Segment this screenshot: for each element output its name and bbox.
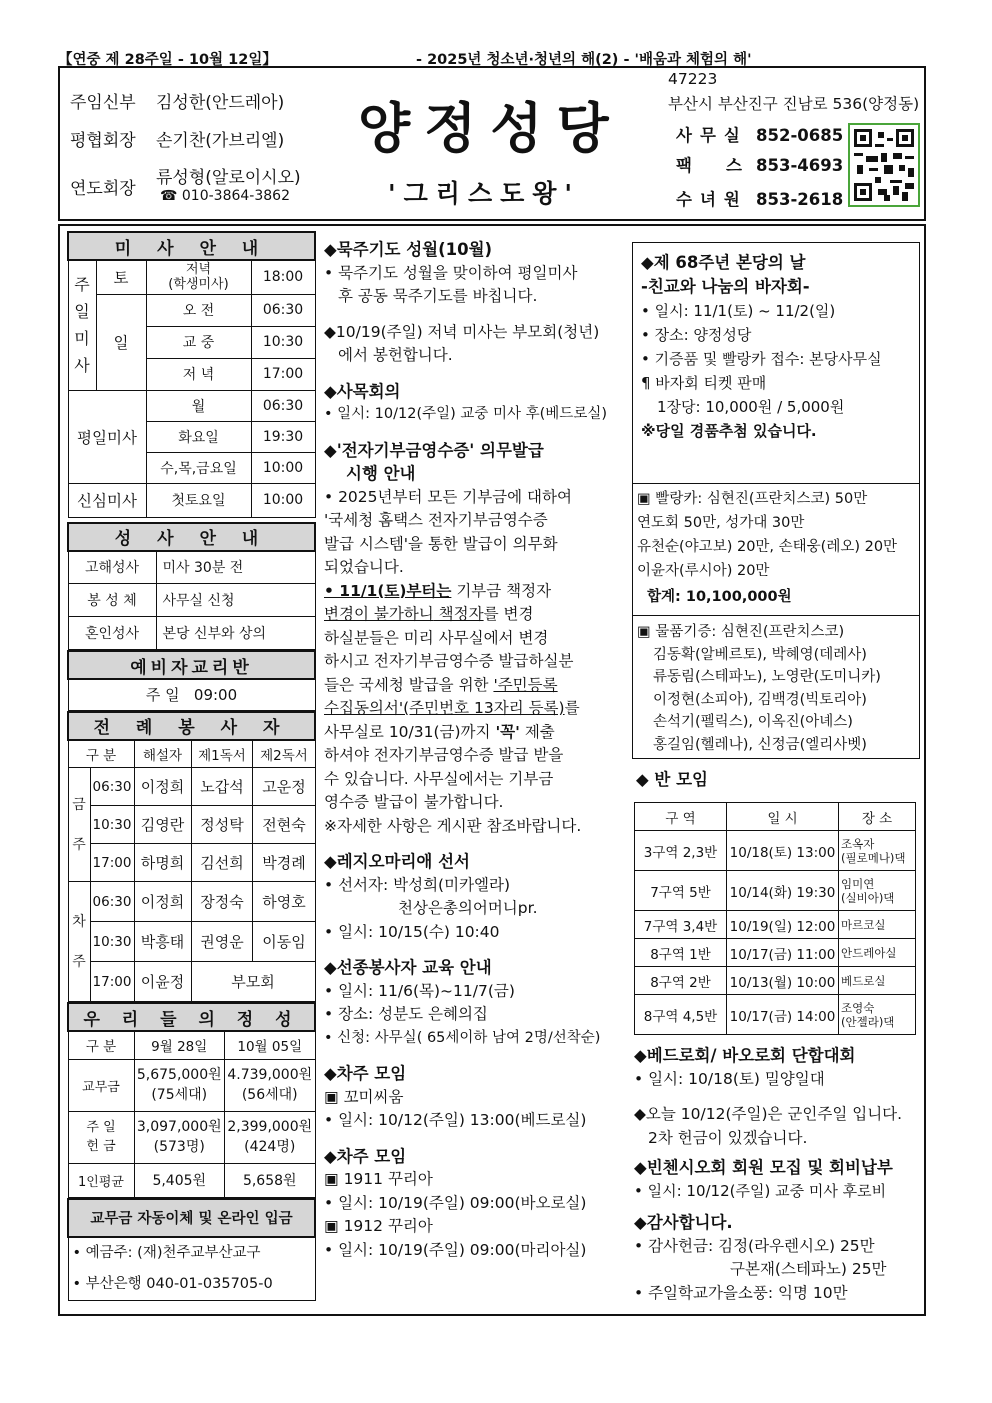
goods-text: 이정현(소피아), 김백경(빅토리아)	[653, 691, 867, 708]
offering-dues-label: 교무금	[68, 1059, 134, 1111]
sacrament-confession: 고해성사	[68, 551, 156, 584]
server-name: 김영란	[134, 806, 191, 844]
offering-dues-2: 4.739,000원 (56세대)	[225, 1059, 316, 1111]
thanks-text: • 주일학교가을소풍: 익명 10만	[634, 1283, 848, 1302]
ban-header-place: 장 소	[839, 803, 916, 831]
receipt-text: 들은 국세청 발급을 위한 '주민등록	[324, 675, 558, 694]
sat-evening: 저녁 (학생미사)	[146, 260, 251, 294]
ban-heading-wrap	[636, 768, 921, 792]
sacrament-marriage-value: 본당 신부와 상의	[156, 617, 315, 650]
sacrament-marriage: 혼인성사	[68, 617, 156, 650]
receipt-heading: ◆'전자기부금영수증' 의무발급	[324, 440, 544, 460]
sacrament-confession-value: 미사 30분 전	[156, 551, 315, 584]
server-name: 이윤정	[134, 962, 191, 1002]
peter-text: • 일시: 10/18(토) 밀양일대	[634, 1069, 825, 1088]
server-name: 정성탁	[191, 806, 253, 844]
anniversary-text: 1장당: 10,000원 / 5,000원	[657, 398, 845, 416]
address: 부산시 부산진구 진남로 536(양정동)	[668, 95, 920, 113]
receipt-text: ※자세한 사항은 게시판 참조바랍니다.	[324, 816, 582, 835]
receipt-text: 발급 시스템'을 통한 발급이 의무화	[324, 534, 558, 553]
goods-text: 김동확(알베르토), 박혜영(데레사)	[653, 646, 867, 663]
sun-noon: 교 중	[146, 326, 251, 358]
dying-text: • 신청: 사무실( 65세이하 남여 2명/선착순)	[324, 1029, 601, 1046]
devotion-mass-label: 신심미사	[68, 483, 146, 517]
palanca-text: 연도회 50만, 성가대 30만	[637, 515, 805, 531]
ban-zone: 7구역 5반	[635, 871, 727, 911]
legio-text: 천상은총의어머니pr.	[398, 899, 538, 917]
catechumen-title: 예비자교리반	[68, 651, 315, 679]
receipt-text: 영수증 발급이 불가합니다.	[324, 793, 504, 811]
army-text: ◆오늘 10/12(주일)은 군인주일 입니다.	[634, 1105, 903, 1123]
parents-text: 에서 봉헌합니다.	[338, 346, 453, 364]
top-line	[58, 48, 926, 66]
palanca-text: 유천순(야고보) 20만, 손태웅(레오) 20만	[637, 539, 898, 555]
receipt-text: 하셔야 전자기부금영수증 발급 받을	[324, 746, 564, 764]
sun-label: 일	[96, 294, 146, 390]
anniversary-text: ¶ 바자회 티켓 판매	[641, 374, 767, 392]
next-week-label: 차 주	[68, 882, 90, 1002]
server-name: 박경례	[253, 844, 315, 882]
palanca-text: 이윤자(루시아) 20만	[637, 563, 770, 579]
ban-table-wrap	[634, 802, 916, 1035]
offering-sunday-2: 2,399,000원 (424명)	[225, 1111, 316, 1163]
sacrament-table	[67, 522, 316, 651]
offering-header-div: 구 분	[68, 1031, 134, 1059]
rosary-heading: ◆묵주기도 성월(10월)	[324, 240, 493, 259]
receipt-heading: 시행 안내	[346, 464, 416, 483]
council-row: 평협회장 손기찬(가브리엘)	[70, 131, 285, 151]
year-name: 류성형(알로이시오)	[156, 168, 301, 188]
next-meeting-text: • 일시: 10/19(주일) 09:00(마리아실)	[324, 1240, 587, 1259]
rosary-text: 후 공동 묵주기도를 바칩니다.	[338, 287, 538, 305]
next-meeting-text: ▣ 1912 꾸리아	[324, 1217, 433, 1235]
ban-heading: ◆ 반 모임	[636, 770, 708, 789]
vincent-heading: ◆빈첸시오회 회원 모집 및 회비납부	[634, 1158, 893, 1177]
server-name: 하영호	[253, 882, 315, 922]
catechumen-table	[67, 650, 316, 711]
rosary-text: • 묵주기도 성월을 맞이하여 평일미사	[324, 263, 578, 282]
divider	[633, 483, 919, 484]
offering-avg-label: 1인평균	[68, 1163, 134, 1197]
receipt-text: • 2025년부터 모든 기부금에 대하여	[324, 487, 572, 506]
transfer-title: 교무금 자동이체 및 온라인 입금	[68, 1199, 315, 1237]
servers-header-reading2: 제2독서	[253, 740, 315, 768]
server-time: 06:30	[90, 882, 134, 922]
army-text: 2차 헌금이 있겠습니다.	[648, 1128, 808, 1147]
server-name: 권영운	[191, 922, 253, 962]
offering-header-date1: 9월 28일	[134, 1031, 225, 1059]
server-name: 장정숙	[191, 882, 253, 922]
offering-sunday-label: 주 일 헌 금	[68, 1111, 134, 1163]
receipt-text: 하시고 전자기부금영수증 발급하실분	[324, 652, 574, 670]
office-phone: 사무실 852-0685	[676, 126, 844, 145]
receipt-text: 사무실로 10/31(금)까지 '꼭' 제출	[324, 722, 555, 741]
server-time: 10:30	[90, 806, 134, 844]
server-time: 06:30	[90, 768, 134, 806]
qr-code-icon[interactable]	[848, 123, 920, 207]
dying-heading: ◆선종봉사자 교육 안내	[324, 958, 492, 977]
this-week-label: 금 주	[68, 768, 90, 882]
dying-text: • 장소: 성분도 은혜의집	[324, 1005, 488, 1023]
offering-title: 우 리 들 의 정 성	[68, 1003, 315, 1031]
mass-title: 미 사 안 내	[68, 232, 315, 260]
ban-zone: 8구역 2반	[635, 967, 727, 995]
ban-time: 10/17(금) 11:00	[727, 939, 839, 967]
year-theme: - 2025년 청소년·청년의 해(2) - '배움과 체험의 해'	[416, 52, 752, 68]
receipt-text: 되었습니다.	[324, 558, 404, 576]
parish-subtitle: '그리스도왕'	[388, 179, 581, 208]
peter-heading: ◆베드로회/ 바오로회 단합대회	[634, 1046, 856, 1065]
week-label: 【연중 제 28주일 - 10월 12일】	[58, 52, 277, 68]
sunday-mass-label: 주일미사	[68, 260, 96, 390]
offering-dues-1: 5,675,000원 (75세대)	[134, 1059, 225, 1111]
anniversary-subheading: -친교와 나눔의 바자회-	[641, 277, 810, 296]
goods-text: 류동림(스테파노), 노영란(도미니카)	[653, 669, 881, 685]
server-name: 이동임	[253, 922, 315, 962]
servers-header-commentator: 해설자	[134, 740, 191, 768]
ban-zone: 8구역 1반	[635, 939, 727, 967]
receipt-text: 수 있습니다. 사무실에서는 기부금	[324, 769, 554, 788]
sat-label: 토	[96, 260, 146, 294]
server-name: 이정희	[134, 882, 191, 922]
goods-text: 홍길임(헬레나), 신정금(엘리사벳)	[653, 736, 867, 753]
year-phone: ☎ 010-3864-3862	[160, 188, 290, 204]
ban-place: 마르코실	[839, 911, 916, 939]
ban-place: 안드레아실	[839, 939, 916, 967]
sun-morning-time: 06:30	[251, 294, 315, 326]
anniversary-heading: ◆제 68주년 본당의 날	[641, 253, 806, 272]
receipt-text: • 11/1(토)부터는 기부금 책정자	[324, 581, 552, 600]
ban-place: 베드로실	[839, 967, 916, 995]
ban-zone: 3구역 2,3반	[635, 831, 727, 871]
sat-time: 18:00	[251, 260, 315, 294]
palanca-content	[637, 487, 917, 609]
main-body	[58, 224, 926, 1316]
servers-header-reading1: 제1독서	[191, 740, 253, 768]
sun-evening: 저 녁	[146, 358, 251, 390]
ban-time: 10/19(일) 12:00	[727, 911, 839, 939]
offering-sunday-1: 3,097,000원 (573명)	[134, 1111, 225, 1163]
convent-phone: 수녀원 853-2618	[676, 190, 844, 209]
server-time: 17:00	[90, 844, 134, 882]
ban-table	[634, 802, 916, 1035]
legio-text: • 일시: 10/15(수) 10:40	[324, 922, 500, 941]
servers-header-div: 구 분	[68, 740, 134, 768]
ban-time: 10/14(화) 19:30	[727, 871, 839, 911]
transfer-info: • 예금주: (재)천주교부산교구 • 부산은행 040-01-035705-0	[68, 1237, 315, 1301]
servers-table	[67, 711, 316, 1003]
goods-text: 손석기(펠릭스), 이옥진(아녜스)	[653, 714, 853, 730]
offering-header-date2: 10월 05일	[225, 1031, 316, 1059]
sacrament-communion: 봉 성 체	[68, 584, 156, 617]
anniversary-text: • 장소: 양정성당	[641, 326, 752, 344]
catechumen-time: 주 일 09:00	[68, 679, 315, 710]
next-meeting-heading: ◆차주 모임	[324, 1146, 407, 1166]
ban-zone: 8구역 4,5반	[635, 995, 727, 1035]
offering-table	[67, 1002, 316, 1198]
vincent-text: • 일시: 10/12(주일) 교중 미사 후로비	[634, 1181, 887, 1200]
ban-place: 조영숙 (안젤라)댁	[839, 995, 916, 1035]
tue-label: 화요일	[146, 421, 251, 452]
ban-header-time: 일 시	[727, 803, 839, 831]
server-time: 10:30	[90, 922, 134, 962]
anniversary-box	[632, 242, 920, 759]
ban-time: 10/18(토) 13:00	[727, 831, 839, 871]
mon-label: 월	[146, 390, 251, 421]
sun-evening-time: 17:00	[251, 358, 315, 390]
server-name: 박흥태	[134, 922, 191, 962]
next-meeting-text: • 일시: 10/19(주일) 09:00(바오로실)	[324, 1193, 587, 1212]
mass-schedule-table	[67, 231, 316, 518]
thanks-text: • 감사헌금: 김정(라우렌시오) 25만	[634, 1236, 875, 1255]
zip-code: 47223	[668, 70, 718, 88]
divider	[633, 615, 919, 616]
first-sat-time: 10:00	[251, 483, 315, 517]
legio-text: • 선서자: 박성희(미카엘라)	[324, 875, 511, 894]
tue-time: 19:30	[251, 421, 315, 452]
next-meeting-text: ▣ 1911 꾸리아	[324, 1170, 433, 1188]
middle-column	[324, 238, 624, 1262]
goods-text: ▣ 물품기증: 심현진(프란치스코)	[637, 624, 845, 640]
server-name: 노갑석	[191, 768, 253, 806]
servers-title: 전 례 봉 사 자	[68, 712, 315, 740]
goods-content	[637, 621, 917, 756]
thanks-heading: ◆감사합니다.	[634, 1213, 733, 1232]
offering-avg-1: 5,405원	[134, 1163, 225, 1197]
wtf-time: 10:00	[251, 452, 315, 483]
pastoral-heading: ◆사목회의	[324, 381, 401, 401]
receipt-text: 하실분들은 미리 사무실에서 변경	[324, 628, 549, 647]
header	[58, 66, 926, 221]
year-row: 연도회장	[70, 179, 136, 199]
fax-number: 팩스853-4693	[676, 156, 844, 175]
receipt-text: '국세청 홈택스 전자기부금영수증	[324, 511, 548, 529]
sun-morning: 오 전	[146, 294, 251, 326]
ban-zone: 7구역 3,4반	[635, 911, 727, 939]
mon-time: 06:30	[251, 390, 315, 421]
anniversary-text: • 기증품 및 빨랑카 접수: 본당사무실	[641, 350, 882, 368]
first-sat-label: 첫토요일	[146, 483, 251, 517]
server-name: 고운정	[253, 768, 315, 806]
sacrament-title: 성 사 안 내	[68, 523, 315, 551]
receipt-text: 수집동의서'(주민번호 13자리 등록)를	[324, 699, 580, 717]
anniversary-text: ※당일 경품추첨 있습니다.	[641, 422, 817, 440]
wtf-label: 수,목,금요일	[146, 452, 251, 483]
thanks-text: 구본재(스테파노) 25만	[730, 1260, 887, 1278]
transfer-table	[67, 1198, 316, 1302]
server-name: 전현숙	[253, 806, 315, 844]
next-meeting-text: ▣ 꼬미씨움	[324, 1087, 404, 1106]
parents-text: ◆10/19(주일) 저녁 미사는 부모회(청년)	[324, 322, 600, 341]
ban-time: 10/17(금) 14:00	[727, 995, 839, 1035]
right-lower-notices	[634, 1044, 924, 1305]
anniversary-content	[641, 251, 916, 443]
pastoral-text: • 일시: 10/12(주일) 교중 미사 후(베드로실)	[324, 406, 607, 422]
server-name: 이정희	[134, 768, 191, 806]
next-meeting-text: • 일시: 10/12(주일) 13:00(베드로실)	[324, 1111, 587, 1129]
left-column	[67, 231, 316, 1301]
parish-title: 양정성당	[358, 97, 623, 160]
legio-heading: ◆레지오마리애 선서	[324, 852, 470, 871]
receipt-text: 변경이 불가하니 책정자를 변경	[324, 605, 534, 623]
server-name: 부모회	[191, 962, 315, 1002]
ban-place: 조옥자 (필로메나)댁	[839, 831, 916, 871]
ban-time: 10/13(월) 10:00	[727, 967, 839, 995]
palanca-text: ▣ 빨랑카: 심현진(프란치스코) 50만	[637, 491, 868, 507]
offering-avg-2: 5,658원	[225, 1163, 316, 1197]
ban-header-zone: 구 역	[635, 803, 727, 831]
ban-place: 임미연 (실비아)댁	[839, 871, 916, 911]
server-name: 김선희	[191, 844, 253, 882]
sacrament-communion-value: 사무실 신청	[156, 584, 315, 617]
dying-text: • 일시: 11/6(목)~11/7(금)	[324, 981, 515, 1000]
sun-noon-time: 10:30	[251, 326, 315, 358]
server-time: 17:00	[90, 962, 134, 1002]
palanca-total: 합계: 10,100,000원	[647, 589, 792, 605]
weekday-mass-label: 평일미사	[68, 390, 146, 483]
next-meeting-heading: ◆차주 모임	[324, 1064, 407, 1083]
server-name: 하명희	[134, 844, 191, 882]
priest-row: 주임신부 김성한(안드레아)	[70, 93, 285, 113]
anniversary-text: • 일시: 11/1(토) ~ 11/2(일)	[641, 302, 836, 320]
